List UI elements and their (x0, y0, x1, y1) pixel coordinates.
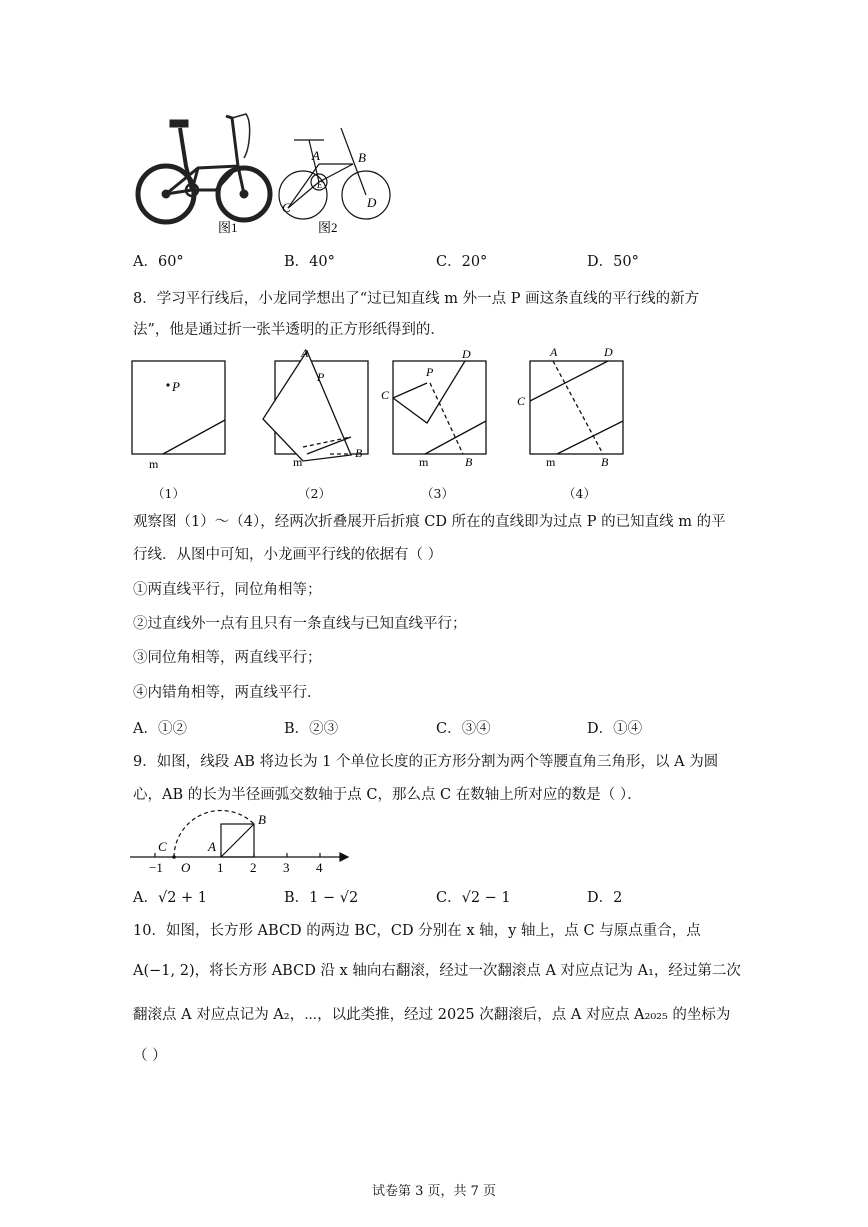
fig4-label-a: A (550, 345, 558, 359)
q8-observe-line2: 行线．从图中可知，小龙画平行线的依据有（ ） (133, 547, 443, 563)
fig-caption-1: （1） (152, 486, 185, 501)
fig1-label-p: P (172, 379, 180, 394)
number-line-figure (128, 806, 358, 880)
q10-text-line1: 10．如图，长方形 ABCD 的两边 BC，CD 分别在 x 轴，y 轴上，点 C 与原点重合，点 (133, 923, 701, 939)
fig2-label-p: P (317, 370, 325, 384)
q9-text-line2: 心，AB 的长为半径画弧交数轴于点 C，那么点 C 在数轴上所对应的数是（ ）． (133, 787, 642, 803)
fig-caption-3: （3） (421, 486, 454, 501)
fig4-label-c: C (517, 394, 526, 408)
q9-option-b[interactable]: B．1 − √2 (284, 890, 359, 906)
diagram-label-c: C (282, 200, 291, 215)
q8-option-d[interactable]: D．①④ (587, 721, 643, 737)
q10-answer-paren: （ ） (133, 1048, 167, 1064)
q8-option-b[interactable]: B．②③ (284, 721, 339, 737)
fig3-label-m: m (419, 455, 429, 468)
q8-statement-1: ①两直线平行，同位角相等； (133, 582, 322, 598)
bicycle-photo (138, 114, 270, 222)
bicycle-figures (128, 108, 418, 238)
fig1-caption: 图1 (218, 220, 238, 235)
tick-origin: O (181, 860, 191, 875)
tick-1: 1 (217, 860, 224, 875)
fig3-label-c: C (381, 388, 390, 402)
q8-statement-2: ②过直线外一点有且只有一条直线与已知直线平行； (133, 616, 467, 632)
fig2-label-b: B (355, 446, 363, 460)
q9-option-d[interactable]: D．2 (587, 890, 623, 906)
fig4-label-b: B (601, 455, 609, 468)
point-b-label: B (258, 812, 266, 827)
diagram-label-a: A (312, 148, 320, 163)
fig4-label-m: m (546, 455, 556, 468)
q8-option-c[interactable]: C．③④ (436, 721, 491, 737)
tick-minus-1: −1 (149, 860, 163, 875)
q9-option-c[interactable]: C．√2 − 1 (436, 890, 511, 906)
tick-4: 4 (316, 860, 323, 875)
fig3-label-d: D (462, 347, 471, 361)
point-a-label: A (208, 839, 216, 854)
fig2-label-m: m (293, 455, 303, 468)
tick-2: 2 (250, 860, 257, 875)
fig4-label-d: D (604, 345, 613, 359)
q8-statement-4: ④内错角相等，两直线平行． (133, 685, 322, 701)
q9-text-line1: 9．如图，线段 AB 将边长为 1 个单位长度的正方形分割为两个等腰直角三角形，以 A 为圆 (133, 754, 719, 770)
diagram-label-e: E (317, 180, 323, 190)
q8-text-line2: 法”，他是通过折一张半透明的正方形纸得到的． (133, 322, 445, 338)
q7-option-a[interactable]: A．60° (133, 254, 184, 270)
q8-statement-3: ③同位角相等，两直线平行； (133, 650, 322, 666)
page-footer: 试卷第 3 页，共 7 页 (371, 1184, 497, 1199)
fig3-label-b: B (465, 455, 473, 468)
q10-text-line2: A(−1, 2)，将长方形 ABCD 沿 x 轴向右翻滚，经过一次翻滚点 A 对应点记为 A₁，经过第二次 (133, 963, 741, 979)
fig2-caption: 图2 (318, 220, 338, 235)
diagram-label-b: B (358, 150, 366, 165)
fig-caption-4: （4） (563, 486, 596, 501)
point-c-label: C (158, 839, 167, 854)
fig3-label-p: P (426, 365, 434, 379)
fig2-label-a: A (301, 346, 309, 360)
q7-option-d[interactable]: D．50° (587, 254, 639, 270)
q7-option-c[interactable]: C．20° (436, 254, 488, 270)
fig1-label-m: m (149, 457, 159, 468)
q10-text-line3: 翻滚点 A 对应点记为 A₂，⋯，以此类推，经过 2025 次翻滚后，点 A 对应点 A₂₀₂₅ 的坐标为 (133, 1007, 731, 1023)
q8-observe-line1: 观察图（1）～（4），经两次折叠展开后折痕 CD 所在的直线即为过点 P 的已知直线 m 的平 (133, 514, 726, 530)
q8-option-a[interactable]: A．①② (133, 721, 187, 737)
tick-3: 3 (283, 860, 290, 875)
q7-option-b[interactable]: B．40° (284, 254, 335, 270)
fig-caption-2: （2） (298, 486, 331, 501)
folding-paper-figures (125, 343, 635, 468)
q9-option-a[interactable]: A．√2 + 1 (133, 890, 208, 906)
q8-text-line1: 8．学习平行线后，小龙同学想出了“过已知直线 m 外一点 P 画这条直线的平行线的新方 (133, 291, 700, 307)
diagram-label-d: D (367, 195, 377, 210)
